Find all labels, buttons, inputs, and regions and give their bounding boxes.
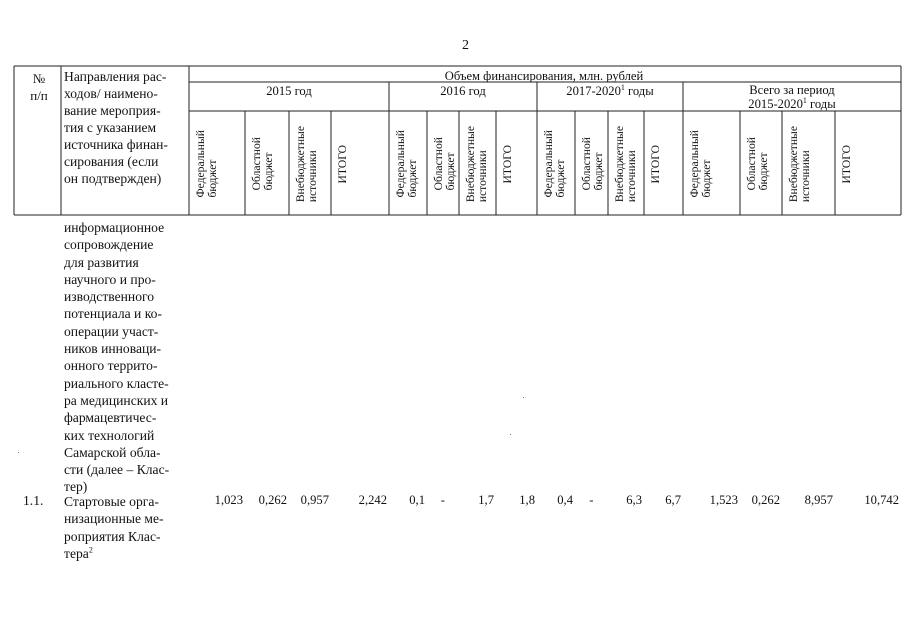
value-cell-federal-budget: 1,023 — [214, 493, 243, 507]
value-cell-extra-budgetary: 0,957 — [300, 493, 329, 507]
subcolumn-header-label: Областной бюджет — [432, 137, 457, 191]
value-cell-regional-budget: 0,262 — [258, 493, 287, 507]
subcolumn-header-label: Федеральный бюджет — [394, 130, 419, 198]
value-cell-total: 2,242 — [358, 493, 387, 507]
subcolumn-header-label: Федеральный бюджет — [194, 130, 219, 198]
subcolumn-header-label: Областной бюджет — [745, 137, 770, 191]
subcolumn-header-label: Внебюджетные источники — [787, 125, 812, 203]
subcolumn-header-extra-budgetary — [788, 116, 833, 212]
subcolumn-header-total — [502, 116, 535, 212]
subcolumn-header-regional-budget — [251, 116, 287, 212]
value-cell-federal-budget: 0,4 — [557, 493, 573, 507]
subcolumn-header-label: Областной бюджет — [580, 137, 605, 191]
subcolumn-header-extra-budgetary — [295, 116, 329, 212]
value-cell-federal-budget: 1,523 — [709, 493, 738, 507]
column-header-number: № п/п — [30, 71, 48, 103]
subcolumn-header-regional-budget — [581, 116, 606, 212]
value-cell-total: 6,7 — [665, 493, 681, 507]
subcolumn-header-label: Федеральный бюджет — [688, 130, 713, 198]
value-cell-extra-budgetary: 8,957 — [804, 493, 833, 507]
subcolumn-header-regional-budget — [746, 116, 780, 212]
scan-speck — [510, 434, 511, 435]
value-cell-total: 10,742 — [864, 493, 899, 507]
value-cell-extra-budgetary: 6,3 — [626, 493, 642, 507]
value-cell-federal-budget: 0,1 — [409, 493, 425, 507]
subcolumn-header-regional-budget — [433, 116, 457, 212]
subcolumn-header-label: Областной бюджет — [250, 137, 275, 191]
subcolumn-header-label: ИТОГО — [501, 144, 514, 184]
column-header-volume: Объем финансирования, млн. рублей — [444, 69, 644, 83]
subcolumn-header-label: Внебюджетные источники — [294, 125, 319, 203]
row-name: Стартовые орга- низационные ме- роприятия Клас- тера$^2$ — [64, 494, 164, 561]
continued-description: информационное сопровождение для развития научного и про- изводственного потенциала и ко- операции участ- ников инноваци- онного террито- риального класте- ра медицинских и фармацевтичес- ких технологий Самарской обла- сти (далее – Клас- тер) — [64, 220, 170, 495]
subcolumn-header-federal-budget — [543, 116, 573, 212]
page-number: 2 — [462, 38, 469, 53]
subcolumn-header-label: ИТОГО — [336, 144, 349, 184]
subcolumn-header-federal-budget — [689, 116, 738, 212]
value-cell-regional-budget: - — [440, 493, 445, 507]
subcolumn-header-total — [841, 116, 899, 212]
subcolumn-header-extra-budgetary — [614, 116, 642, 212]
subcolumn-header-label: ИТОГО — [840, 144, 853, 184]
subcolumn-header-extra-budgetary — [465, 116, 494, 212]
value-cell-regional-budget: - — [589, 493, 594, 507]
value-cell-total: 1,8 — [519, 493, 535, 507]
subcolumn-header-label: Внебюджетные источники — [613, 125, 638, 203]
column-header-direction: Направления рас- ходов/ наимено- вание мероприя- тия с указанием источника финан- сирования (если он подтвержден) — [64, 69, 168, 186]
year-header-2015: 2015 год — [266, 84, 312, 98]
subcolumn-header-total — [650, 116, 681, 212]
year-header-total: Всего за период 2015-2020$^1$ годы — [748, 83, 836, 111]
row-number: 1.1. — [23, 493, 44, 508]
subcolumn-header-label: Внебюджетные источники — [464, 125, 489, 203]
subcolumn-header-total — [337, 116, 387, 212]
value-cell-regional-budget: 0,262 — [751, 493, 780, 507]
year-header-2016: 2016 год — [440, 84, 486, 98]
value-cell-extra-budgetary: 1,7 — [478, 493, 494, 507]
scan-speck — [523, 397, 524, 398]
year-header-2017-2020: 2017-2020$^1$ годы — [566, 82, 654, 98]
subcolumn-header-label: Федеральный бюджет — [542, 130, 567, 198]
subcolumn-header-federal-budget — [395, 116, 425, 212]
subcolumn-header-federal-budget — [195, 116, 243, 212]
subcolumn-header-label: ИТОГО — [649, 144, 662, 184]
scan-speck — [18, 452, 19, 453]
